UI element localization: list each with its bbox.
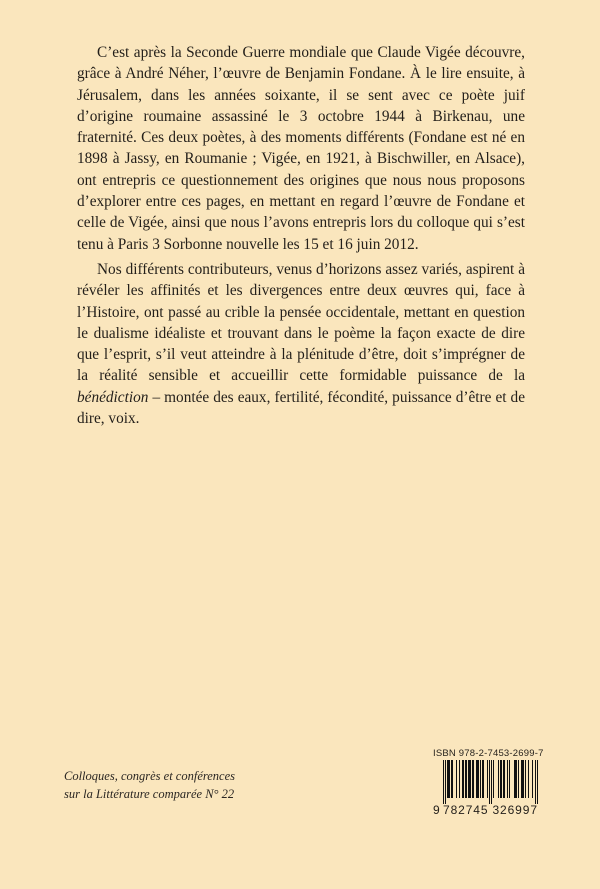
barcode-bar: [468, 760, 469, 798]
barcode-bar: [456, 760, 457, 798]
barcode-bar: [477, 760, 478, 798]
barcode-bar: [487, 760, 488, 798]
barcode-bar: [462, 760, 463, 798]
blurb-paragraph-2: [77, 259, 525, 429]
barcode-bar: [522, 760, 523, 798]
barcode-bar: [532, 760, 533, 798]
barcode-bar: [451, 760, 452, 798]
barcode-bar: [528, 760, 529, 798]
barcode-bar: [503, 760, 504, 798]
barcode-digit-lead: 9: [433, 803, 440, 817]
barcode-bar: [459, 760, 460, 798]
barcode-bar: [535, 760, 536, 804]
barcode-bar: [482, 760, 483, 798]
barcode-bar: [518, 760, 519, 798]
series-line-1: Colloques, congrès et conférences: [64, 769, 236, 783]
barcode-bar: [537, 760, 538, 804]
series-info: [64, 767, 235, 803]
barcode-bar: [470, 760, 471, 798]
blurb-emphasis: bénédiction: [77, 388, 149, 406]
barcode-bar: [521, 760, 522, 798]
barcode-bars: [433, 760, 541, 804]
barcode-bar: [466, 760, 467, 798]
barcode-bar: [516, 760, 517, 798]
blurb-paragraph-1: C’est après la Seconde Guerre mondiale que Claude Vigée découvre, grâce à André Néher, l’œuvre de Benjamin Fondane. À le lire ensuite, à Jérusalem, dans les années soixante, il se sent avec ce poète juif d’origine roumaine assassiné le 3 octobre 1944 à Birkenau, une fraternité. Ces deux poètes, à des moments différents (Fondane est né en 1898 à Jassy, en Roumanie ; Vigée, en 1921, à Bischwiller, en Alsace), ont entrepris ce questionnement des origines que nous nous proposons d’explorer entre ces pages, en mettant en regard l’œuvre de Fondane et celle de Vigée, ainsi que nous l’avons entrepris lors du colloque qui s’est tenu à Paris 3 Sorbonne nouvelle les 15 et 16 juin 2012.: [77, 44, 525, 253]
blurb-paragraph-2-start: Nos différents contributeurs, venus d’horizons assez variés, aspirent à révéler les affinités et les divergences entre deux œuvres qui, face à l’Histoire, ont passé au crible la pensée occidentale, mettant en question le dualisme idéaliste et trouvant dans le poème la façon exacte de dire que l’esprit, s’il veut atteindre à la plénitude d’être, doit s’imprégner de la réalité sensible et accueillir cette formidable puissance de la: [77, 260, 525, 385]
barcode-bar: [523, 760, 524, 798]
barcode-bar: [449, 760, 450, 798]
barcode-digit-group-2: 326997: [492, 803, 538, 817]
barcode-bar: [476, 760, 477, 798]
barcode-bar: [483, 760, 484, 798]
barcode-digits: [433, 804, 541, 817]
barcode-bar: [500, 760, 501, 798]
isbn-barcode: [433, 748, 544, 817]
barcode-bar: [465, 760, 466, 798]
barcode-bar: [498, 760, 499, 798]
series-line-2: sur la Littérature comparée N° 22: [64, 787, 235, 801]
barcode-bar: [443, 760, 444, 804]
barcode-bar: [489, 760, 490, 804]
barcode-digit-group-1: 782745: [443, 803, 489, 817]
barcode-bar: [514, 760, 515, 798]
cover-blurb: [77, 42, 525, 429]
blurb-paragraph-2-end: – montée des eaux, fertilité, fécondité, puissance d’être et de dire, voix.: [77, 388, 525, 428]
barcode-bar: [525, 760, 526, 798]
barcode-bar: [509, 760, 510, 798]
barcode-bar: [507, 760, 508, 798]
barcode-bar: [504, 760, 505, 798]
barcode-bar: [473, 760, 474, 798]
barcode-bar: [493, 760, 494, 798]
barcode-bar: [448, 760, 449, 798]
barcode-bar: [447, 760, 448, 798]
barcode-bar: [452, 760, 453, 798]
barcode-bar: [472, 760, 473, 798]
barcode-bar: [480, 760, 481, 798]
barcode-bar: [478, 760, 479, 798]
barcode-bar: [501, 760, 502, 798]
barcode-bar: [469, 760, 470, 798]
barcode-bar: [515, 760, 516, 798]
isbn-label: ISBN 978-2-7453-2699-7: [433, 748, 544, 759]
barcode-bar: [491, 760, 492, 804]
barcode-bar: [463, 760, 464, 798]
barcode-bar: [445, 760, 446, 804]
